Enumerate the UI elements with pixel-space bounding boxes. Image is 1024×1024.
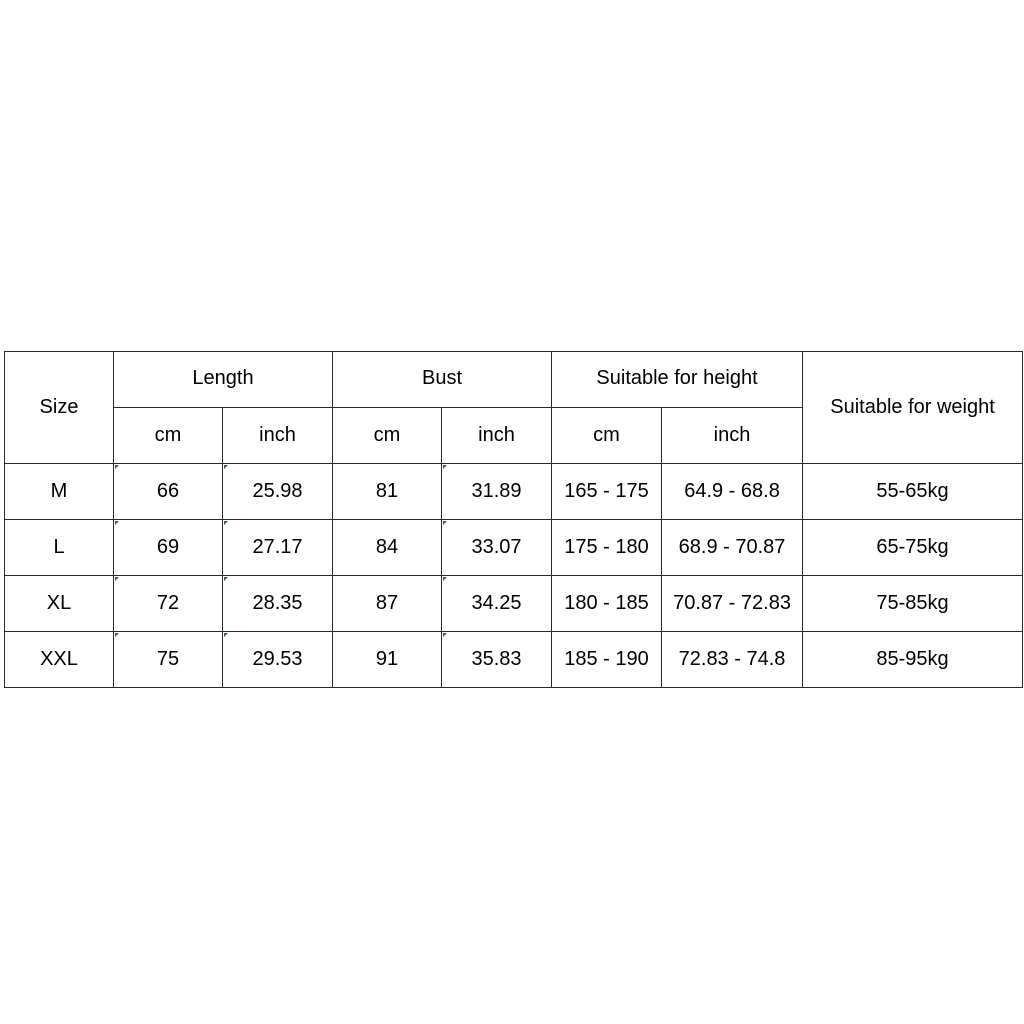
height-header — [552, 352, 803, 408]
height-cm-cell: 175 - 180 — [552, 520, 662, 576]
bust-inch-cell: 34.25 — [442, 576, 552, 632]
table-row — [5, 632, 1023, 688]
height-cm-cell: 180 - 185 — [552, 576, 662, 632]
weight-cell: 75-85kg — [803, 576, 1023, 632]
bust-inch-cell: 35.83 — [442, 632, 552, 688]
height-inch-cell: 72.83 - 74.8 — [662, 632, 803, 688]
size-cell: XL — [5, 576, 114, 632]
height-cm-cell: 185 - 190 — [552, 632, 662, 688]
bust-inch-cell: 33.07 — [442, 520, 552, 576]
length-inch-cell: 28.35 — [223, 576, 333, 632]
size-header-label: Size — [39, 396, 79, 418]
bust-cm-cell: 91 — [333, 632, 442, 688]
weight-cell: 85-95kg — [803, 632, 1023, 688]
table-row — [5, 520, 1023, 576]
length-header — [114, 352, 333, 408]
bust-cm-cell: 87 — [333, 576, 442, 632]
height-cm-header: cm — [552, 408, 662, 464]
length-inch-header: inch — [223, 408, 333, 464]
bust-cm-header: cm — [333, 408, 442, 464]
length-header-label: Length — [192, 367, 254, 389]
bust-header — [333, 352, 552, 408]
bust-header-label: Bust — [422, 367, 463, 389]
size-header — [5, 352, 114, 464]
weight-header — [803, 352, 1023, 464]
height-inch-cell: 68.9 - 70.87 — [662, 520, 803, 576]
height-header-label: Suitable for height — [596, 367, 758, 389]
header-row — [5, 352, 1023, 408]
height-inch-cell: 64.9 - 68.8 — [662, 464, 803, 520]
length-inch-cell: 29.53 — [223, 632, 333, 688]
length-cm-cell: 66 — [114, 464, 223, 520]
table-row — [5, 576, 1023, 632]
length-cm-header: cm — [114, 408, 223, 464]
bust-inch-cell: 31.89 — [442, 464, 552, 520]
height-inch-header: inch — [662, 408, 803, 464]
bust-cm-cell: 81 — [333, 464, 442, 520]
length-cm-cell: 69 — [114, 520, 223, 576]
weight-cell: 65-75kg — [803, 520, 1023, 576]
length-cm-cell: 72 — [114, 576, 223, 632]
length-inch-cell: 27.17 — [223, 520, 333, 576]
length-inch-cell: 25.98 — [223, 464, 333, 520]
size-cell: M — [5, 464, 114, 520]
size-cell: L — [5, 520, 114, 576]
height-cm-cell: 165 - 175 — [552, 464, 662, 520]
weight-header-label: Suitable for weight — [830, 396, 995, 418]
bust-inch-header: inch — [442, 408, 552, 464]
height-inch-cell: 70.87 - 72.83 — [662, 576, 803, 632]
table-row — [5, 464, 1023, 520]
weight-cell: 55-65kg — [803, 464, 1023, 520]
length-cm-cell: 75 — [114, 632, 223, 688]
size-cell: XXL — [5, 632, 114, 688]
size-chart-table — [4, 351, 1023, 688]
bust-cm-cell: 84 — [333, 520, 442, 576]
